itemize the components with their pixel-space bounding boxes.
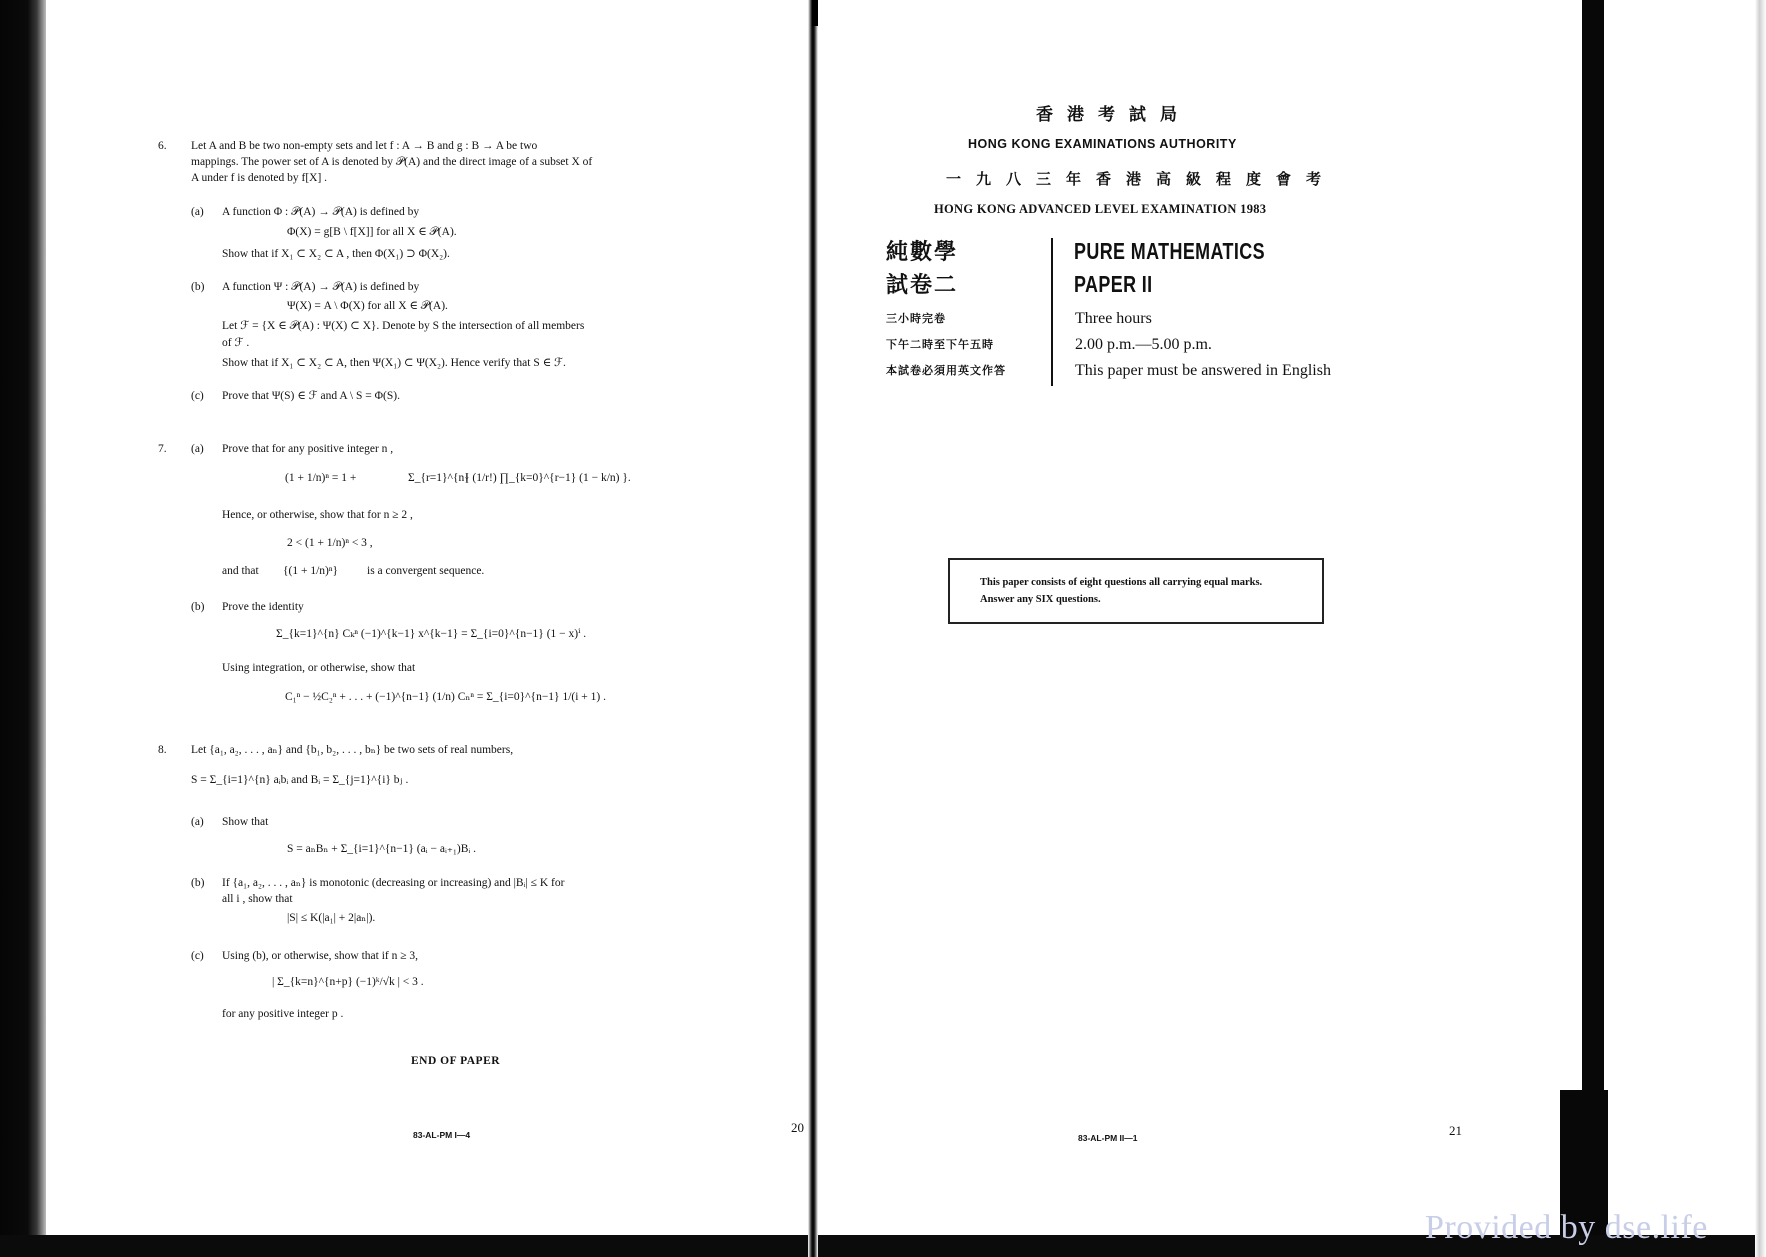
question-text: is a convergent sequence. [367,565,485,577]
question-text: Show that if X₁ ⊂ X₂ ⊂ A, then Ψ(X₁) ⊂ Ψ(X₂). Hence verify that S ∈ ℱ. [222,357,566,369]
question-text: A function Ψ : 𝒫(A) → 𝒫(A) is defined by [222,281,420,293]
part-label: (a) [191,206,204,218]
exam-english: HONG KONG ADVANCED LEVEL EXAMINATION 1983 [934,202,1267,216]
page-gutter-top [812,0,818,26]
question-text: A function Φ : 𝒫(A) → 𝒫(A) is defined by [222,206,420,218]
paper-chinese: 試卷二 [886,273,959,298]
authority-chinese: 香港考試局 [1036,105,1191,125]
time-english: 2.00 p.m.—5.00 p.m. [1075,336,1212,353]
question-text: Let {a₁, a₂, . . . , aₙ} and {b₁, b₂, . . . , bₙ} be two sets of real numbers, [191,744,514,756]
formula: |S| ≤ K(|a₁| + 2|aₙ|). [287,912,376,924]
question-text: all i , show that [222,893,293,905]
formula: S = aₙBₙ + Σ_{i=1}^{n−1} (aᵢ − aᵢ₊₁)Bᵢ . [287,843,477,855]
question-text: and that [222,565,259,577]
question-text: Show that if X₁ ⊂ X₂ ⊂ A , then Φ(X₁) ⊃ Φ(X₂). [222,248,450,260]
page-number: 20 [791,1120,804,1135]
authority-english: HONG KONG EXAMINATIONS AUTHORITY [968,137,1237,151]
formula: Ψ(X) = A \ Φ(X) for all X ∈ 𝒫(A). [287,300,448,312]
scan-right-strip [1755,0,1766,1257]
formula: { (1/r!) ∏_{k=0}^{r−1} (1 − k/n) }. [464,472,631,484]
question-text: Let ℱ = {X ∈ 𝒫(A) : Ψ(X) ⊂ X}. Denote by S the intersection of all members [222,320,585,332]
formula: Φ(X) = g[B \ f[X]] for all X ∈ 𝒫(A). [287,226,457,238]
scan-right-shadow [1582,0,1604,1232]
page-number: 21 [1449,1123,1462,1138]
subject-english: PURE MATHEMATICS [1074,238,1265,264]
time-chinese: 下午二時至下午五時 [886,338,994,351]
language-chinese: 本試卷必須用英文作答 [886,364,1006,377]
part-label: (c) [191,390,204,402]
formula: (1 + 1/n)ⁿ = 1 + [285,472,357,484]
instructions-line: This paper consists of eight questions all carrying equal marks. [980,577,1263,588]
question-text: Using integration, or otherwise, show that [222,662,416,674]
question-text: Show that [222,816,269,828]
watermark: Provided by dse.life [1425,1209,1708,1246]
question-text: for any positive integer p . [222,1008,344,1020]
part-label: (a) [191,443,204,455]
question-text: Prove that for any positive integer n , [222,443,394,455]
duration-chinese: 三小時完卷 [886,312,946,325]
formula: {(1 + 1/n)ⁿ} [283,565,339,577]
question-text: Hence, or otherwise, show that for n ≥ 2 , [222,509,413,521]
question-text: A under f is denoted by f[X] . [191,172,328,184]
part-label: (b) [191,281,205,293]
formula: S = Σ_{i=1}^{n} aᵢbᵢ and Bᵢ = Σ_{j=1}^{i} bⱼ . [191,774,409,786]
instructions-box [948,558,1324,624]
part-label: (b) [191,601,205,613]
language-english: This paper must be answered in English [1075,362,1331,379]
question-text: mappings. The power set of A is denoted by 𝒫(A) and the direct image of a subset X of [191,156,593,168]
question-text: Prove that Ψ(S) ∈ ℱ and A \ S = Φ(S). [222,390,400,402]
footer-code: 83-AL-PM II—1 [1078,1133,1138,1143]
formula: | Σ_{k=n}^{n+p} (−1)ᵏ/√k | < 3 . [272,976,424,988]
end-of-paper: END OF PAPER [411,1055,501,1067]
question-text: If {a₁, a₂, . . . , aₙ} is monotonic (decreasing or increasing) and |Bᵢ| ≤ K for [222,877,565,889]
question-number: 8. [158,744,167,756]
scan-left-edge [0,0,46,1257]
question-text: Let A and B be two non-empty sets and let f : A → B and g : B → A be two [191,140,538,152]
part-label: (c) [191,950,204,962]
part-label: (b) [191,877,205,889]
question-text: of ℱ . [222,337,250,349]
exam-chinese: 一九八三年香港高級程度會考 [946,170,1337,188]
duration-english: Three hours [1075,310,1152,327]
formula: C₁ⁿ − ½C₂ⁿ + . . . + (−1)^{n−1} (1/n) Cₙⁿ = Σ_{i=0}^{n−1} 1/(i + 1) . [285,691,606,703]
question-number: 7. [158,443,167,455]
formula: Σ_{r=1}^{n} [408,472,470,484]
formula: 2 < (1 + 1/n)ⁿ < 3 , [287,537,373,549]
page-gutter [808,0,818,1257]
formula: Σ_{k=1}^{n} Cₖⁿ (−1)^{k−1} x^{k−1} = Σ_{i=0}^{n−1} (1 − x)ⁱ . [276,628,587,640]
paper-english: PAPER II [1074,271,1153,297]
question-text: Using (b), or otherwise, show that if n ≥ 3, [222,950,419,962]
title-divider [1051,238,1053,386]
question-text: Prove the identity [222,601,304,613]
part-label: (a) [191,816,204,828]
subject-chinese: 純數學 [886,240,959,265]
instructions-line: Answer any SIX questions. [980,594,1101,605]
question-number: 6. [158,140,167,152]
footer-code: 83-AL-PM I—4 [413,1130,471,1140]
